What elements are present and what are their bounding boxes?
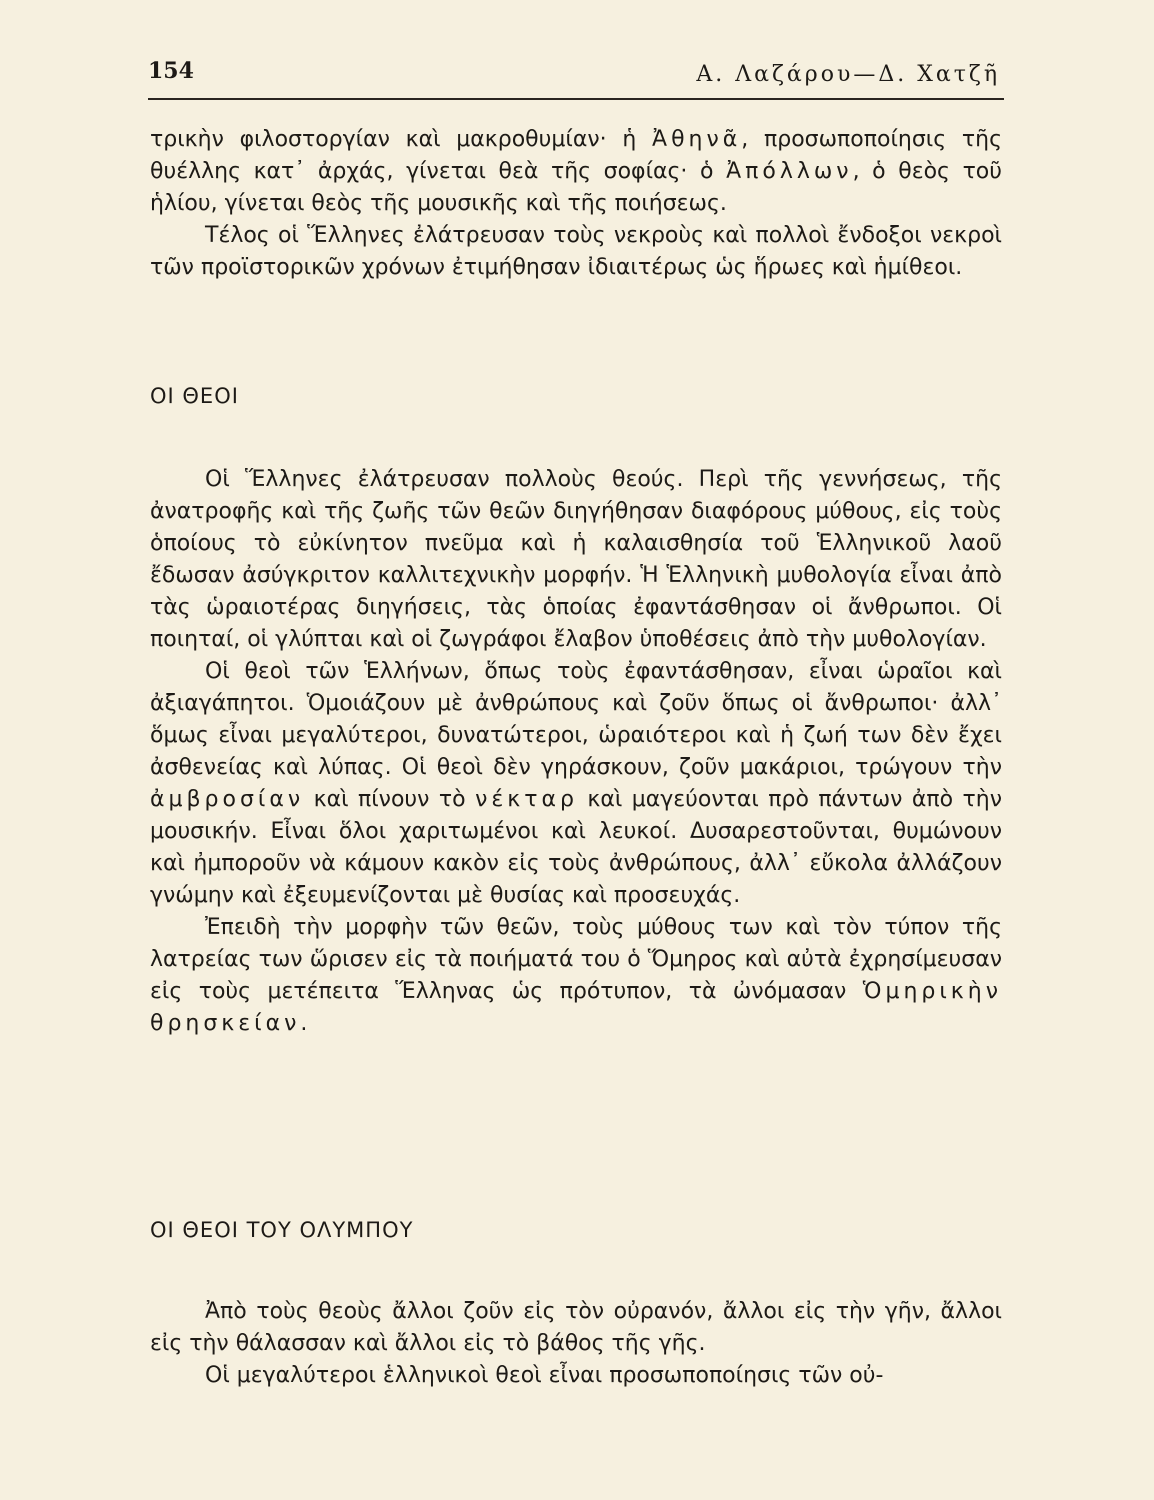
page-number: 154 <box>148 58 194 84</box>
paragraph-greater-gods: Οἱ μεγαλύτεροι ἑλληνικοὶ θεοὶ εἶναι προσωποποίησις τῶν οὐ- <box>205 1363 884 1388</box>
spaced-word-nectar: νέκταρ <box>475 787 578 812</box>
paragraph-mythology: Οἱ Ἕλληνες ἐλάτρευσαν πολλοὺς θεούς. Περὶ τῆς γεννήσεως, τῆς ἀνατροφῆς καὶ τῆς ζωῆς τῶν θεῶν διηγήθησαν διαφόρους μύθους, εἰς τοὺς ὁποίους τὸ εὐκίνητον πνεῦμα καὶ ἡ καλαισθησία τοῦ Ἑλληνικοῦ λαοῦ ἔδωσαν ἀσύγκριτον καλλιτεχνικὴν μορφήν. Ἡ Ἑλληνικὴ μυθολογία εἶναι ἀπὸ τὰς ὡραιοτέρας διηγήσεις, τὰς ὁποίας ἐφαντάσθησαν οἱ ἄνθρωποι. Οἱ ποιηταί, οἱ γλύπται καὶ οἱ ζωγράφοι ἔλαβον ὑποθέσεις ἀπὸ τὴν μυθολογίαν. <box>150 467 1002 652</box>
section-gods <box>150 464 1002 1040</box>
spaced-name-athena: Ἀθηνᾶ <box>652 127 742 152</box>
running-head: Α. Λαζάρου—Δ. Χατζῆ <box>696 62 1000 87</box>
spaced-term-homeric-religion: Ὁμηρικὴν θρησκείαν <box>150 979 1002 1036</box>
page-header <box>148 52 1004 100</box>
heading-gods: ΟΙ ΘΕΟΙ <box>150 384 239 408</box>
paragraph-heroes: Τέλος οἱ Ἕλληνες ἐλάτρευσαν τοὺς νεκροὺς καὶ πολλοὶ ἔνδοξοι νεκροὶ τῶν προϊστορικῶν χρόνων ἐτιμήθησαν ἰδιαιτέρως ὡς ἥρωες καὶ ἡμίθεοι. <box>150 223 1002 280</box>
text-run: Ἐπειδὴ τὴν μορφὴν τῶν θεῶν, τοὺς μύθους των καὶ τὸν τύπον τῆς λατρείας των ὥρισεν εἰς τὰ ποιήματά του ὁ Ὅμηρος καὶ αὐτὰ ἐχρησίμευσαν εἰς τοὺς μετέπειτα Ἕλληνας ὡς πρότυπον, τὰ ὠνόμασαν <box>150 915 1002 1004</box>
text-run: , προσωποποίησις τῆς θυέλλης κατ᾽ ἀρχάς, γίνεται θεὰ τῆς σοφίας· ὁ <box>150 127 1002 184</box>
paragraph-realms: Ἀπὸ τοὺς θεοὺς ἄλλοι ζοῦν εἰς τὸν οὐρανόν, ἄλλοι εἰς τὴν γῆν, ἄλλοι εἰς τὴν θάλασσαν καὶ ἄλλοι εἰς τὸ βάθος τῆς γῆς. <box>150 1299 1002 1356</box>
spaced-word-ambrosia: ἀμβροσίαν <box>150 787 305 812</box>
text-run: Οἱ θεοὶ τῶν Ἑλλήνων, ὅπως τοὺς ἐφαντάσθησαν, εἶναι ὡραῖοι καὶ ἀξιαγάπητοι. Ὁμοιάζουν μὲ ἀνθρώπους καὶ ζοῦν ὅπως οἱ ἄνθρωποι· ἀλλ᾽ ὅμως εἶναι μεγαλύτεροι, δυνατώτεροι, ὡραιότεροι καὶ ἡ ζωή των δὲν ἔχει ἀσθενείας καὶ λύπας. Οἱ θεοὶ δὲν γηράσκουν, ζοῦν μακάριοι, τρώγουν τὴν <box>150 659 1002 780</box>
section-olympian-gods <box>150 1296 1002 1392</box>
text-run: . <box>300 1011 308 1036</box>
paragraph-athena-apollo <box>150 124 1002 220</box>
paragraph-nature-of-gods <box>150 656 1002 912</box>
section-intro <box>150 124 1002 284</box>
heading-olympian-gods: ΟΙ ΘΕΟΙ ΤΟΥ ΟΛΥΜΠΟΥ <box>150 1218 414 1242</box>
paragraph-homeric-religion <box>150 912 1002 1040</box>
text-run: καὶ μαγεύονται πρὸ πάντων ἀπὸ τὴν μουσικήν. Εἶναι ὅλοι χαριτωμένοι καὶ λευκοί. Δυσαρεστοῦνται, θυμώνουν καὶ ἠμποροῦν νὰ κάμουν κακὸν εἰς τοὺς ἀνθρώπους, ἀλλ᾽ εὔκολα ἀλλάζουν γνώμην καὶ ἐξευμενίζονται μὲ θυσίας καὶ προσευχάς. <box>150 787 1002 908</box>
text-run: , ὁ θεὸς τοῦ ἡλίου, γίνεται θεὸς τῆς μουσικῆς καὶ τῆς ποιήσεως. <box>150 159 1002 216</box>
text-run: καὶ πίνουν τὸ <box>304 787 476 812</box>
text-run: τρικὴν φιλοστοργίαν καὶ μακροθυμίαν· ἡ <box>150 127 653 152</box>
spaced-name-apollo: Ἀπόλλων <box>726 159 853 184</box>
